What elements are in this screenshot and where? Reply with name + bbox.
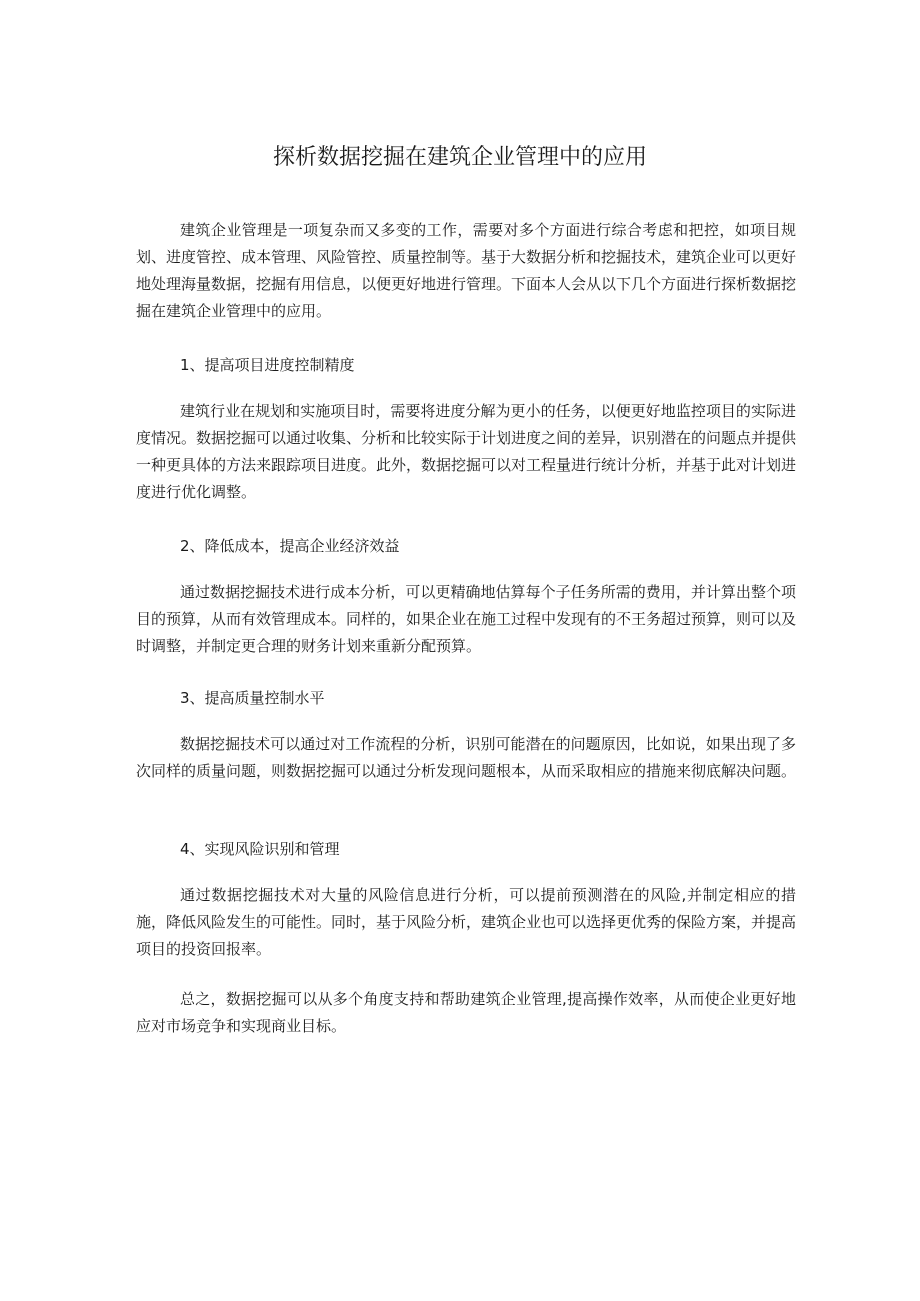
section-heading: 2、降低成本，提高企业经济效益 [180, 537, 400, 555]
section-4-heading-wrap [136, 836, 796, 863]
conclusion-paragraph [136, 986, 796, 1040]
section-3-body [136, 731, 796, 785]
paragraph-text: 建筑企业管理是一项复杂而又多变的工作，需要对多个方面进行综合考虑和把控，如项目规划、进度管控、成本管理、风险管控、质量控制等。基于大数据分析和挖掘技术，建筑企业可以更好地处理海量数据，挖掘有用信息，以便更好地进行管理。下面本人会从以下几个方面进行探析数据挖掘在建筑企业管理中的应用。 [136, 221, 797, 320]
paragraph-text: 通过数据挖掘技术进行成本分析，可以更精确地估算每个子任务所需的费用，并计算出整个项目的预算，从而有效管理成本。同样的，如果企业在施工过程中发现有的不王务超过预算，则可以及时调整，并制定更合理的财务计划来重新分配预算。 [136, 583, 797, 655]
section-2-heading-wrap [136, 533, 796, 560]
section-4-body [136, 882, 796, 963]
section-heading: 1、提高项目进度控制精度 [180, 356, 355, 374]
intro-paragraph [136, 217, 796, 325]
paragraph-text: 通过数据挖掘技术对大量的风险信息进行分析，可以提前预测潜在的风险,并制定相应的措施，降低风险发生的可能性。同时，基于风险分析，建筑企业也可以选择更优秀的保险方案，并提高项目的投资回报率。 [136, 886, 797, 958]
section-1-body [136, 398, 796, 506]
paragraph-text: 建筑行业在规划和实施项目时，需要将进度分解为更小的任务，以便更好地监控项目的实际进度情况。数据挖掘可以通过收集、分析和比较实际于计划进度之间的差异，识别潜在的问题点并提供一种更具体的方法来跟踪项目进度。此外，数据挖掘可以对工程量进行统计分析，并基于此对计划进度进行优化调整。 [136, 402, 797, 501]
section-3-heading-wrap [136, 685, 796, 712]
section-heading: 3、提高质量控制水平 [180, 689, 325, 707]
section-heading: 4、实现风险识别和管理 [180, 840, 340, 858]
paragraph-text: 数据挖掘技术可以通过对工作流程的分析，识别可能潜在的问题原因，比如说，如果出现了多次同样的质量问题，则数据挖掘可以通过分析发现问题根本，从而采取相应的措施来彻底解决问题。 [136, 735, 797, 780]
document-title: 探析数据挖掘在建筑企业管理中的应用 [272, 145, 647, 170]
paragraph-text: 总之，数据挖掘可以从多个角度支持和帮助建筑企业管理,提高操作效率，从而使企业更好地应对市场竞争和实现商业目标。 [136, 990, 796, 1035]
section-2-body [136, 579, 796, 660]
section-1-heading-wrap [136, 352, 796, 379]
